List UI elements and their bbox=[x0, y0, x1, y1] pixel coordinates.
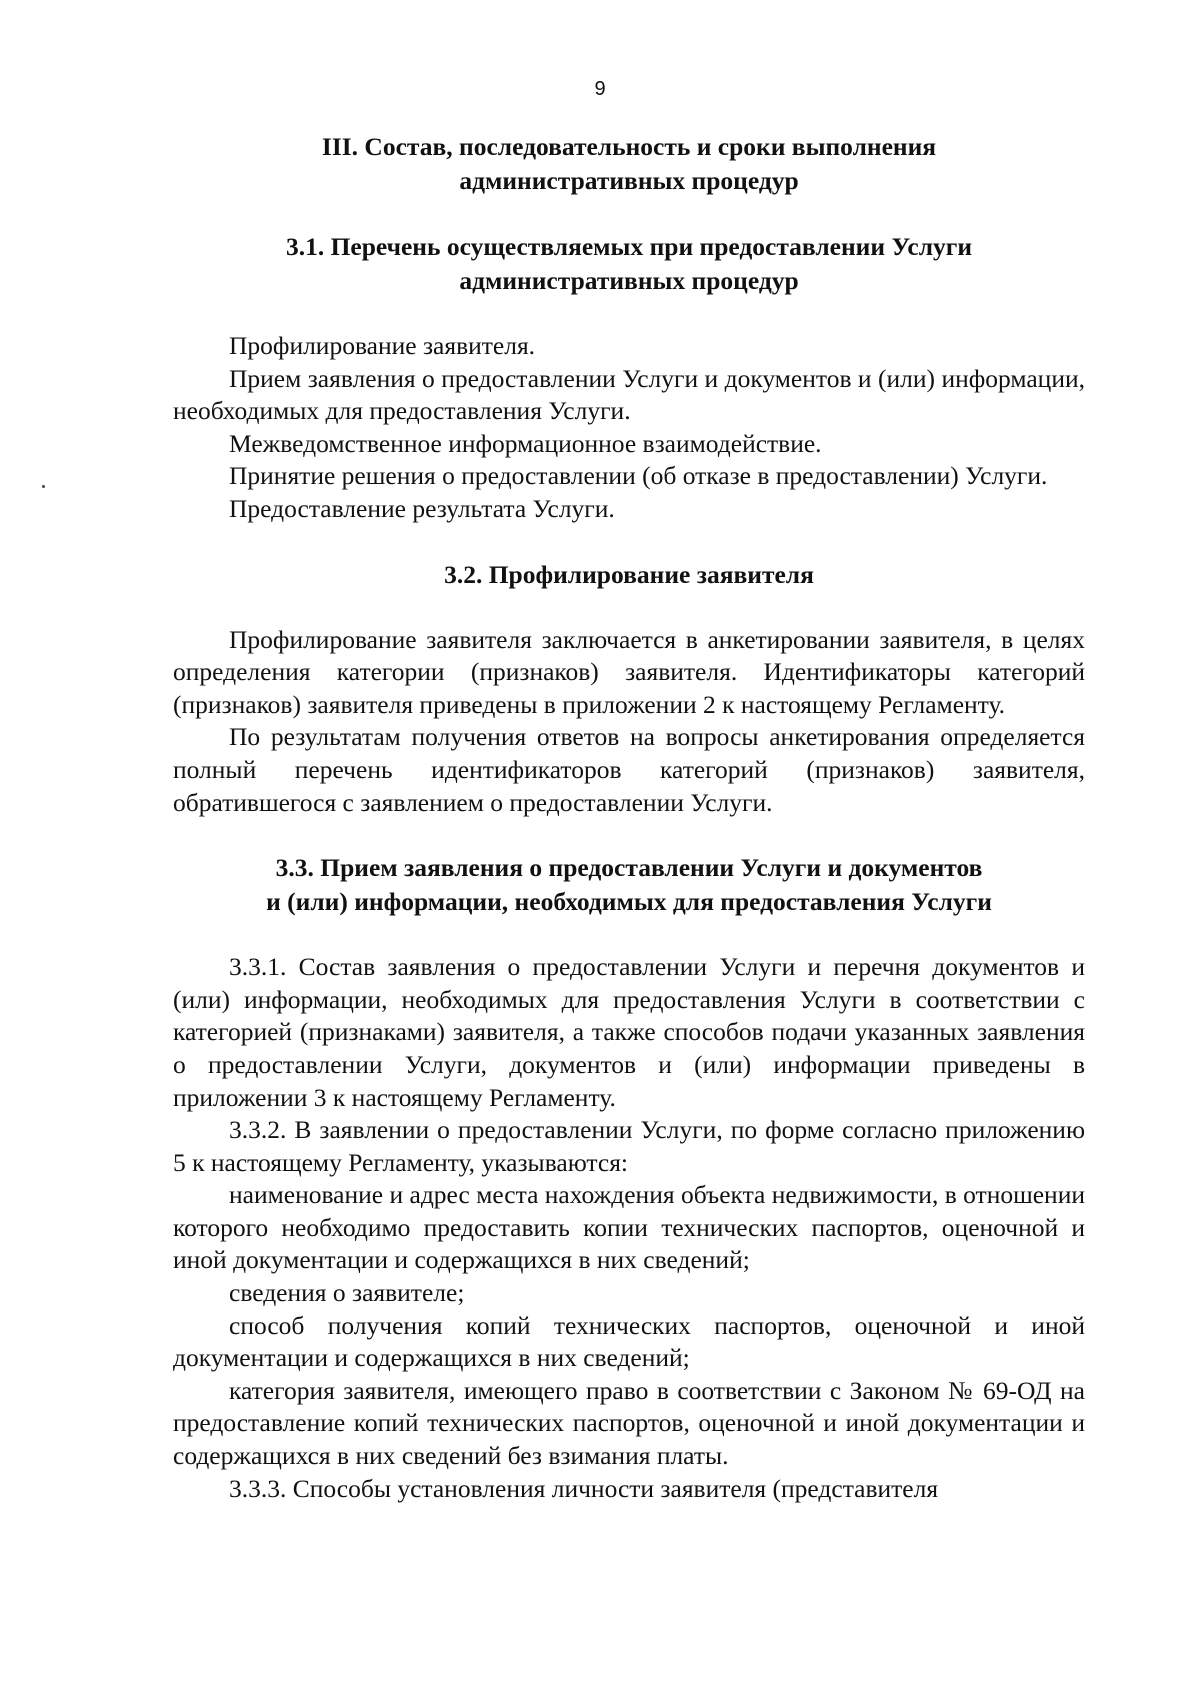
subsection-3-3-title-line1: 3.3. Прием заявления о предоставлении Услуги и документов bbox=[275, 853, 983, 883]
paragraph: 3.3.1. Состав заявления о предоставлении Услуги и перечня документов и (или) информации, необходимых для предоставления Услуги в соответствии с категорией (признаками) заявителя, а также способов подачи указанных заявления о предоставлении Услуги, документов и (или) информации приведены в приложении 3 к настоящему Регламенту. bbox=[173, 952, 1085, 1112]
paragraph: Межведомственное информационное взаимодействие. bbox=[229, 428, 822, 458]
subsection-3-1-title-line1: 3.1. Перечень осуществляемых при предоставлении Услуги bbox=[285, 232, 973, 261]
paragraph: Прием заявления о предоставлении Услуги и документов и (или) информации, необходимых для предоставления Услуги. bbox=[173, 363, 1085, 426]
section-heading bbox=[173, 130, 1085, 198]
paragraph: наименование и адрес места нахождения объекта недвижимости, в отношении которого необходимо предоставить копии технических паспортов, оценочной и иной документации и содержащихся в них сведений; bbox=[173, 1180, 1085, 1275]
subsection-3-3-title bbox=[173, 851, 1085, 919]
paragraph: способ получения копий технических паспортов, оценочной и иной документации и содержащихся в них сведений; bbox=[173, 1310, 1085, 1373]
page-number: 9 bbox=[594, 78, 606, 100]
subsection-3-3-title-line2: и (или) информации, необходимых для предоставления Услуги bbox=[266, 887, 992, 917]
paragraph: сведения о заявителе; bbox=[229, 1278, 465, 1308]
section-heading-line1: III. Состав, последовательность и сроки выполнения bbox=[321, 132, 937, 161]
paragraph: 3.3.3. Способы установления личности заявителя (представителя bbox=[229, 1473, 939, 1503]
paragraph: Предоставление результата Услуги. bbox=[229, 493, 615, 523]
paragraph: По результатам получения ответов на вопросы анкетирования определяется полный перечень идентификаторов категорий (признаков) заявителя, обратившегося с заявлением о предоставлении Услуги. bbox=[173, 722, 1085, 817]
paragraph: Профилирование заявителя. bbox=[229, 331, 536, 360]
margin-mark bbox=[42, 485, 45, 488]
section-heading-line2: административных процедур bbox=[459, 166, 799, 195]
paragraph: категория заявителя, имеющего право в соответствии с Законом № 69-ОД на предоставление копий технических паспортов, оценочной и иной документации и содержащихся в них сведений без взимания платы. bbox=[173, 1375, 1085, 1471]
subsection-3-1-title-line2: административных процедур bbox=[459, 266, 799, 295]
subsection-3-1-title bbox=[173, 230, 1085, 298]
paragraph: Принятие решения о предоставлении (об отказе в предоставлении) Услуги. bbox=[229, 461, 1048, 491]
document-body bbox=[173, 130, 1085, 1505]
subsection-3-2-title: 3.2. Профилирование заявителя bbox=[444, 559, 814, 589]
paragraph: 3.3.2. В заявлении о предоставлении Услуги, по форме согласно приложению 5 к настоящему Регламенту, указываются: bbox=[173, 1115, 1085, 1177]
paragraph: Профилирование заявителя заключается в анкетировании заявителя, в целях определения категории (признаков) заявителя. Идентификаторы категорий (признаков) заявителя приведены в приложении 2 к настоящему Регламенту. bbox=[173, 624, 1085, 719]
